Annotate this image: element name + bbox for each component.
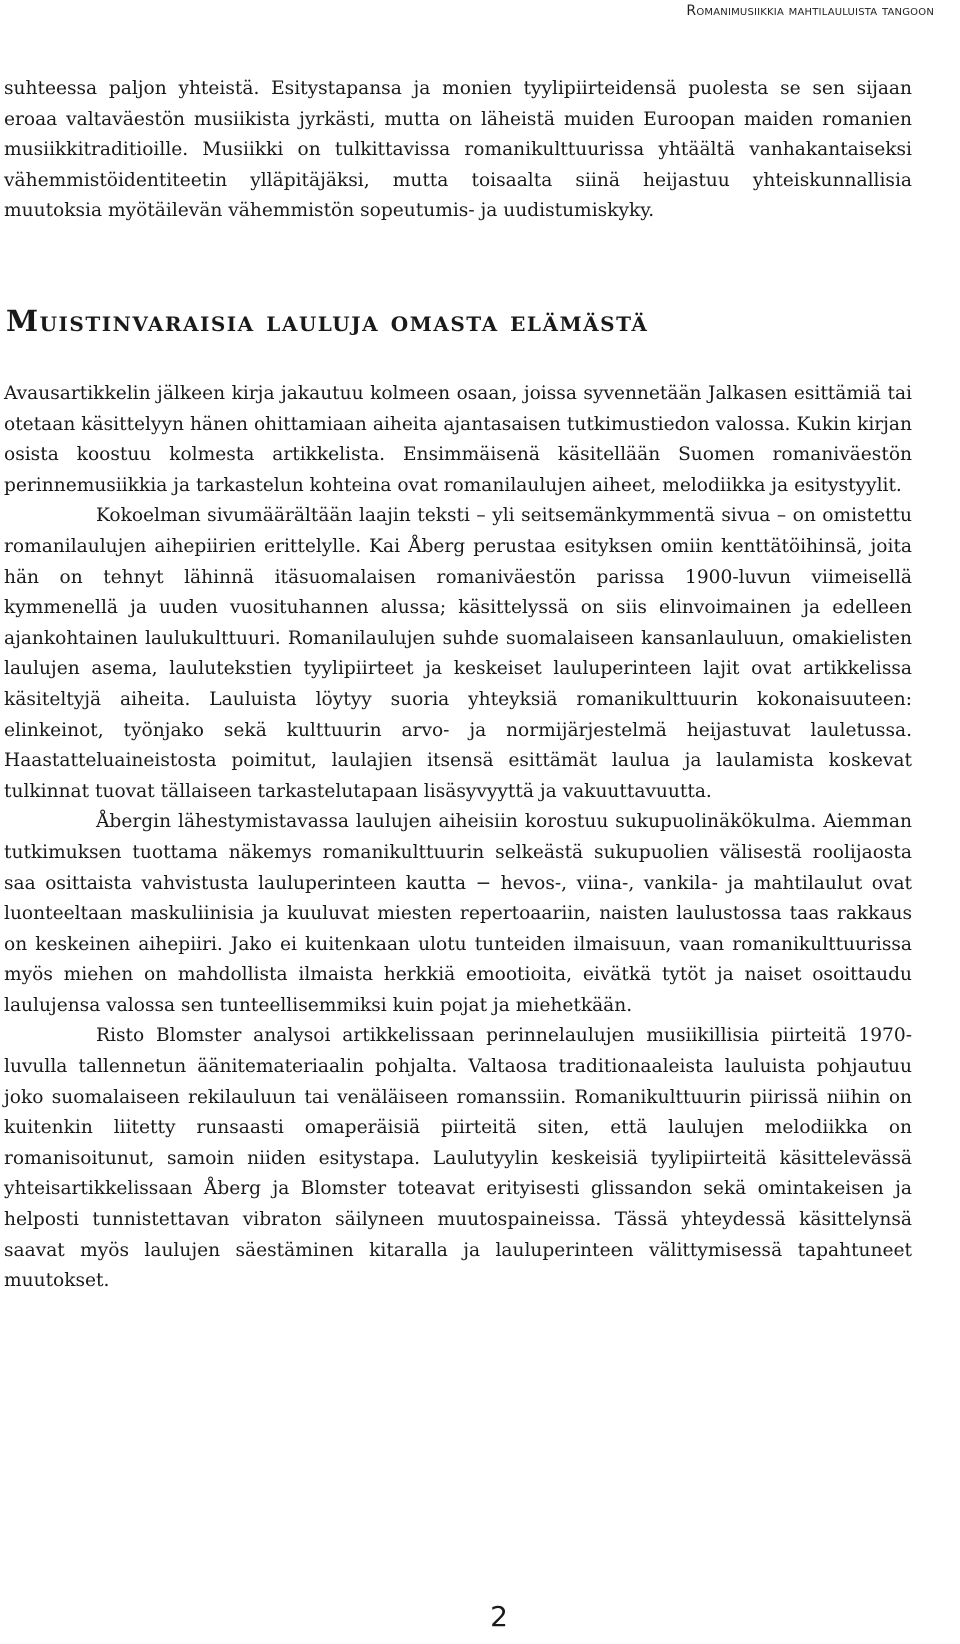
page-number: 2 bbox=[490, 1600, 508, 1633]
body-paragraph-2: Kokoelman sivumäärältään laajin teksti – yli seitsemänkymmentä sivua – on omistettu romanilaulujen aihepiirien erittelylle. Kai Åberg perustaa esityksen omiin kenttätöihinsä, joita hän on tehnyt lähinnä itäsuomalaisen romaniväestön parissa 1900-luvun viimeisellä kymmenellä ja uuden vuosituhannen alussa; käsittelyssä on siis elinvoimainen ja edelleen ajankohtainen laulukulttuuri. Romanilaulujen suhde suomalaiseen kansanlauluun, omakielisten laulujen asema, laulutekstien tyylipiirteet ja keskeiset lauluperinteen lajit ovat artikkelissa käsiteltyjä aiheita. Lauluista löytyy suoria yhteyksiä romanikulttuurin kokonaisuuteen: elinkeinot, työnjako sekä kulttuurin arvo- ja normijärjestelmä heijastuvat lauletussa. Haastatteluaineistosta poimitut, laulajien itsensä esittämät laulua ja laulamista koskevat tulkinnat tuovat tällaiseen tarkastelutapaan lisäsyvyyttä ja vakuuttavuutta. bbox=[4, 505, 912, 802]
section-body bbox=[4, 379, 912, 1297]
body-paragraph-3: Åbergin lähestymistavassa laulujen aiheisiin korostuu sukupuolinäkökulma. Aiemman tutkimuksen tuottama näkemys romanikulttuurin selkeästä sukupuolien välisestä roolijaosta saa osittaista vahvistusta lauluperinteen kautta − hevos-, viina-, vankila- ja mahtilaulut ovat luonteeltaan maskuliinisia ja kuuluvat miesten repertoaariin, naisten laulustossa taas rakkaus on keskeinen aihepiiri. Jako ei kuitenkaan ulotu tunteiden ilmaisuun, vaan romanikulttuurissa myös miehen on mahdollista ilmaista herkkiä emootioita, eivätkä tytöt ja naiset osoittaudu laulujensa valossa sen tunteellisemmiksi kuin pojat ja miehetkään. bbox=[4, 811, 912, 1016]
intro-text bbox=[4, 74, 912, 227]
section-heading: Muistinvaraisia lauluja omasta elämästä bbox=[6, 304, 649, 338]
intro-paragraph: suhteessa paljon yhteistä. Esitystapansa ja monien tyylipiirteidensä puolesta se sen sijaan eroaa valtaväestön musiikista jyrkästi, mutta on läheistä muiden Euroopan maiden romanien musiikkitraditioille. Musiikki on tulkittavissa romanikulttuurissa yhtäältä vanhakantaiseksi vähemmistöidentiteetin ylläpitäjäksi, mutta toisaalta siinä heijastuu yhteiskunnallisia muutoksia myötäilevän vähemmistön sopeutumis- ja uudistumiskyky. bbox=[4, 78, 912, 222]
body-paragraph-1: Avausartikkelin jälkeen kirja jakautuu kolmeen osaan, joissa syvennetään Jalkasen esittämiä tai otetaan käsittelyyn hänen ohittamiaan aiheita ajantasaisen tutkimustiedon valossa. Kukin kirjan osista koostuu kolmesta artikkelista. Ensimmäisenä käsitellään Suomen romaniväestön perinnemusiikkia ja tarkastelun kohteina ovat romanilaulujen aiheet, melodiikka ja esitystyylit. bbox=[4, 383, 912, 496]
running-header: Romanimusiikkia mahtilauluista tangoon bbox=[686, 3, 934, 19]
body-paragraph-4: Risto Blomster analysoi artikkelissaan perinnelaulujen musiikillisia piirteitä 1970-luvulla tallennetun äänitemateriaalin pohjalta. Valtaosa traditionaaleista lauluista pohjautuu joko suomalaiseen rekilauluun tai venäläiseen romanssiin. Romanikulttuurin piirissä niihin on kuitenkin liitetty runsaasti omaperäisiä piirteitä siten, että laulujen melodiikka on romanisoitunut, samoin niiden esitystapa. Laulutyylin keskeisiä tyylipiirteitä käsittelevässä yhteisartikkelissaan Åberg ja Blomster toteavat erityisesti glissandon sekä omintakeisen ja helposti tunnistettavan vibraton säilyneen muutospaineissa. Tässä yhteydessä käsittelynsä saavat myös laulujen säestäminen kitaralla ja lauluperinteen välittymisessä tapahtuneet muutokset. bbox=[4, 1025, 912, 1292]
